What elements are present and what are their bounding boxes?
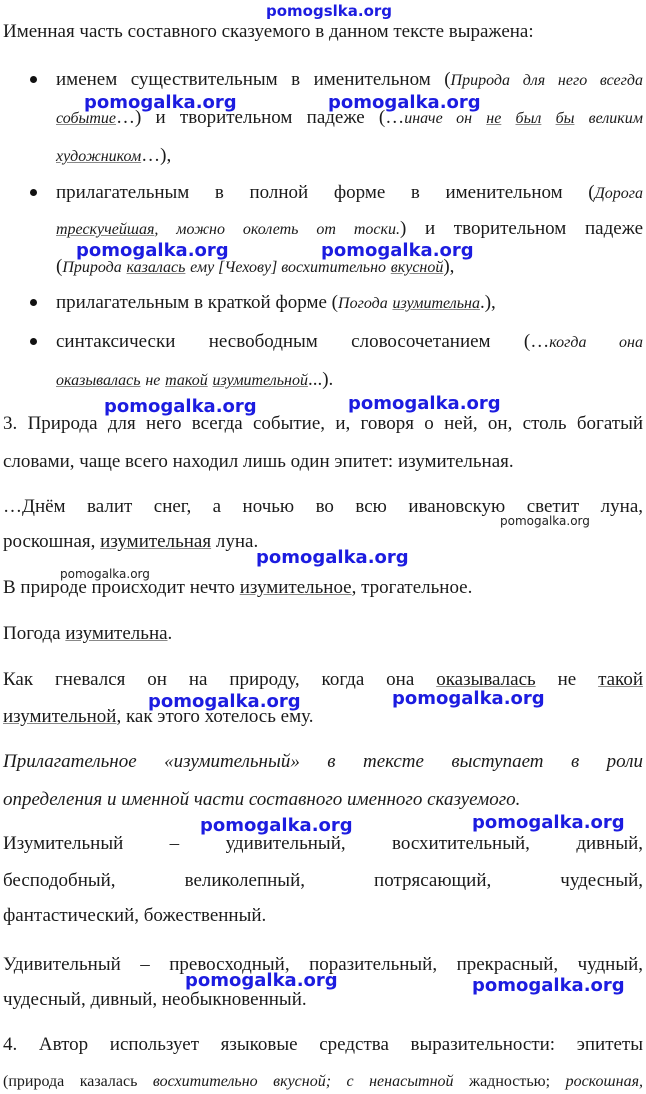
quote-1-line-2: роскошная, изумительная луна.	[3, 531, 259, 552]
paragraph-3-line-2: словами, чаще всего находил лишь один эпитет: изумительная.	[3, 451, 514, 472]
bullet-1-line-3: художником…),	[56, 145, 172, 166]
watermark: pomogalka.org	[328, 92, 481, 113]
bullet-marker	[30, 76, 37, 83]
synonyms-2-line-1: Удивительный – превосходный, поразительный, прекрасный, чудный,	[3, 954, 643, 975]
watermark: pomogalka.org	[472, 812, 625, 833]
bullet-marker	[30, 189, 37, 196]
bullet-2-line-1: прилагательным в полной форме в именительном (Дорога	[56, 182, 643, 203]
bullet-4-line-2: оказывалась не такой изумительной...).	[56, 369, 334, 390]
bullet-2-line-3: (Природа казалась ему [Чехову] восхитительно вкусной),	[56, 256, 455, 277]
bullet-marker	[30, 338, 37, 345]
synonyms-1-line-1: Изумительный – удивительный, восхитительный, дивный,	[3, 833, 643, 854]
synonyms-1-line-3: фантастический, божественный.	[3, 905, 267, 926]
watermark: pomogalka.org	[76, 240, 229, 261]
watermark-header: pomogslka.org	[266, 2, 393, 20]
watermark: pomogalka.org	[321, 240, 474, 261]
paragraph-4-line-1: 4. Автор использует языковые средства выразительности: эпитеты	[3, 1034, 643, 1055]
bullet-marker	[30, 299, 37, 306]
bullet-1-line-1: именем существительным в именительном (Природа для него всегда	[56, 69, 643, 90]
quote-2: В природе происходит нечто изумительное, трогательное.	[3, 577, 473, 598]
watermark: pomogalka.org	[84, 92, 237, 113]
quote-3: Погода изумительна.	[3, 623, 173, 644]
quote-4-line-1: Как гневался он на природу, когда она оказывалась не такой	[3, 669, 643, 690]
intro-text: Именная часть составного сказуемого в данном тексте выражена:	[3, 21, 534, 42]
watermark: pomogalka.org	[348, 393, 501, 414]
watermark: pomogalka.org	[185, 970, 338, 991]
watermark: pomogalka.org	[472, 975, 625, 996]
watermark: pomogalka.org	[60, 567, 150, 581]
paragraph-3-line-1: 3. Природа для него всегда событие, и, говоря о ней, он, столь богатый	[3, 413, 643, 434]
bullet-1-line-2: событие…) и творительном падеже (…иначе он не был бы великим	[56, 107, 643, 128]
watermark: pomogalka.org	[104, 396, 257, 417]
synonyms-1-line-2: бесподобный, великолепный, потрясающий, чудесный,	[3, 870, 643, 891]
quote-4-line-2: изумительной, как этого хотелось ему.	[3, 706, 314, 727]
watermark: pomogalka.org	[148, 691, 301, 712]
paragraph-4-line-2: (природа казалась восхитительно вкусной; с ненасытной жадностью; роскошная,	[3, 1073, 644, 1090]
bullet-3-line-1: прилагательным в краткой форме (Погода изумительна.),	[56, 292, 496, 313]
bullet-4-line-1: синтаксически несвободным словосочетанием (…когда она	[56, 331, 643, 352]
conclusion-line-2: определения и именной части составного именного сказуемого.	[3, 789, 521, 810]
bullet-2-line-2: трескучейшая, можно околеть от тоски.) и творительном падеже	[56, 218, 644, 239]
synonyms-2-line-2: чудесный, дивный, необыкновенный.	[3, 989, 307, 1010]
watermark: pomogalka.org	[200, 815, 353, 836]
watermark: pomogalka.org	[256, 547, 409, 568]
quote-1-line-1: …Днём валит снег, а ночью во всю ивановскую светит луна,	[3, 496, 643, 517]
watermark: pomogalka.org	[392, 688, 545, 709]
watermark: pomogalka.org	[500, 514, 590, 528]
conclusion-line-1: Прилагательное «изумительный» в тексте выступает в роли	[3, 751, 643, 772]
